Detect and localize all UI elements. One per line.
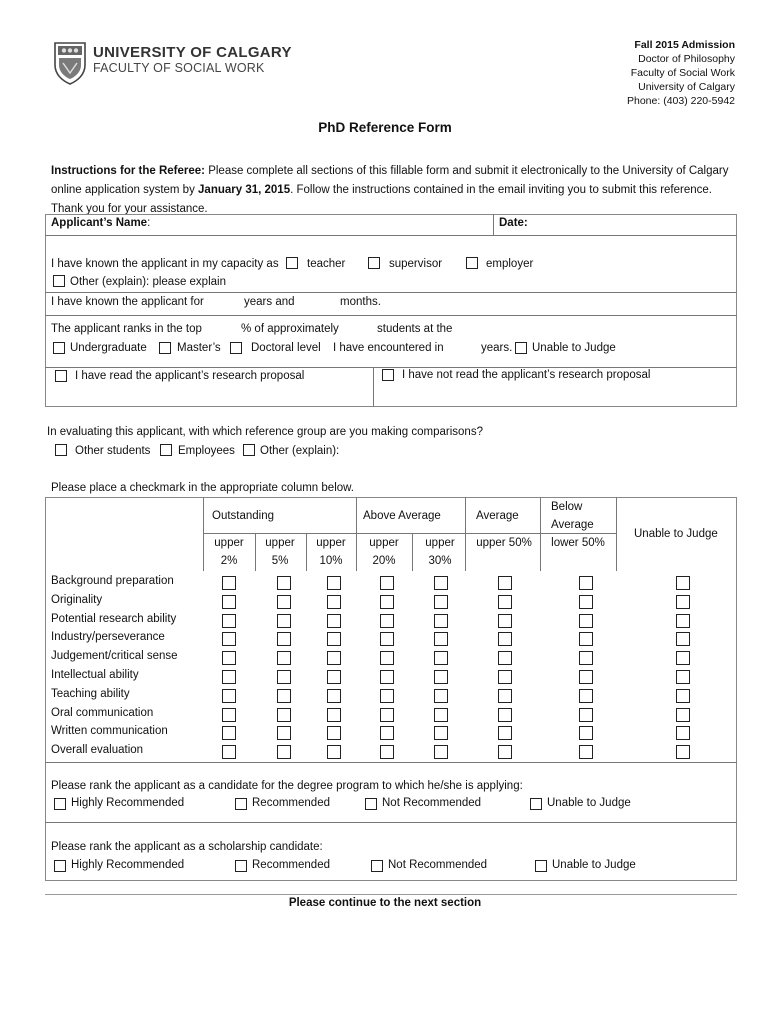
- continue-note: Please continue to the next section: [288, 897, 482, 909]
- ranks-pct: % of approximately: [241, 323, 339, 335]
- rating-checkbox[interactable]: [380, 670, 394, 684]
- rating-checkbox[interactable]: [434, 745, 448, 759]
- rating-checkbox[interactable]: [579, 632, 593, 646]
- university-name: University of Calgary: [638, 81, 735, 93]
- doctoral-label: Doctoral level: [251, 342, 321, 354]
- degree-rank-question: Please rank the applicant as a candidate for the degree program to which he/she is applying:: [51, 780, 523, 792]
- degree-rank-option-checkbox[interactable]: [54, 798, 66, 810]
- masters-label: Master’s: [177, 342, 221, 354]
- rating-checkbox[interactable]: [277, 632, 291, 646]
- admission-term: Fall 2015 Admission: [634, 39, 735, 51]
- not-read-proposal-checkbox[interactable]: [382, 369, 394, 381]
- other-students-label: Other students: [75, 445, 151, 457]
- rating-checkbox[interactable]: [277, 670, 291, 684]
- scholarship-rank-option-checkbox[interactable]: [371, 860, 383, 872]
- rating-checkbox[interactable]: [498, 745, 512, 759]
- rating-checkbox[interactable]: [579, 651, 593, 665]
- rating-checkbox[interactable]: [579, 745, 593, 759]
- date-label: Date:: [499, 217, 528, 229]
- rating-checkbox[interactable]: [277, 745, 291, 759]
- rating-checkbox[interactable]: [434, 670, 448, 684]
- rating-checkbox[interactable]: [434, 726, 448, 740]
- rating-row-label: Teaching ability: [51, 687, 130, 700]
- rating-checkbox[interactable]: [434, 689, 448, 703]
- subheader-top-0: upper: [214, 537, 244, 549]
- other-capacity-checkbox[interactable]: [53, 275, 65, 287]
- supervisor-label: supervisor: [389, 258, 443, 270]
- ranks-unable-checkbox[interactable]: [515, 342, 527, 354]
- rating-checkbox[interactable]: [327, 689, 341, 703]
- rating-checkbox[interactable]: [222, 689, 236, 703]
- header-below-average-1: Below: [551, 501, 583, 513]
- subheader-bottom-0: 2%: [220, 555, 238, 567]
- known-for-label: I have known the applicant for: [51, 296, 204, 308]
- university-logo: [53, 41, 293, 87]
- rating-checkbox[interactable]: [380, 651, 394, 665]
- other-group-checkbox[interactable]: [243, 444, 255, 456]
- subheader-top-4: upper: [425, 537, 455, 549]
- doctoral-checkbox[interactable]: [230, 342, 242, 354]
- rating-checkbox[interactable]: [579, 689, 593, 703]
- rating-checkbox[interactable]: [498, 632, 512, 646]
- rating-row-label: Potential research ability: [51, 612, 177, 625]
- rating-checkbox[interactable]: [676, 745, 690, 759]
- rating-checkbox[interactable]: [327, 708, 341, 722]
- scholarship-rank-option-label: Recommended: [252, 859, 330, 871]
- teacher-label: teacher: [307, 258, 346, 270]
- crest-icon: [53, 41, 87, 85]
- not-read-proposal-label: I have not read the applicant’s research proposal: [402, 369, 651, 381]
- rating-checkbox[interactable]: [498, 651, 512, 665]
- scholarship-rank-option-label: Unable to Judge: [552, 859, 636, 871]
- rating-checkbox[interactable]: [434, 651, 448, 665]
- rating-checkbox[interactable]: [380, 708, 394, 722]
- rating-checkbox[interactable]: [222, 708, 236, 722]
- subheader-bottom-4: 30%: [428, 555, 452, 567]
- instructions-text-2: . Follow the instructions contained in the email inviting you to submit this reference. Thank you for your assistance.: [51, 184, 712, 215]
- rating-checkbox[interactable]: [498, 614, 512, 628]
- rating-checkbox[interactable]: [676, 632, 690, 646]
- subheader-top-2: upper: [316, 537, 346, 549]
- rating-checkbox[interactable]: [434, 595, 448, 609]
- undergraduate-label: Undergraduate: [70, 342, 147, 354]
- rating-row-label: Industry/perseverance: [51, 631, 165, 644]
- degree-rank-option-label: Unable to Judge: [547, 797, 631, 809]
- ranks-students: students at the: [377, 323, 453, 335]
- scholarship-rank-option-checkbox[interactable]: [235, 860, 247, 872]
- rating-checkbox[interactable]: [222, 651, 236, 665]
- ranks-unable-label: Unable to Judge: [532, 342, 616, 354]
- employees-checkbox[interactable]: [160, 444, 172, 456]
- encountered-years-label: years.: [481, 342, 513, 354]
- rating-row-label: Oral communication: [51, 706, 154, 719]
- read-proposal-checkbox[interactable]: [55, 370, 67, 382]
- degree-rank-option-label: Recommended: [252, 797, 330, 809]
- header-below-average-2: Average: [551, 519, 594, 531]
- rating-checkbox[interactable]: [277, 726, 291, 740]
- rating-row-label: Intellectual ability: [51, 669, 139, 681]
- logo-line-2: FACULTY OF SOCIAL WORK: [93, 61, 265, 75]
- subheader-top-6: lower 50%: [551, 537, 605, 549]
- rating-checkbox[interactable]: [380, 745, 394, 759]
- rating-checkbox[interactable]: [380, 726, 394, 740]
- rating-checkbox[interactable]: [676, 595, 690, 609]
- rating-checkbox[interactable]: [327, 670, 341, 684]
- subheader-top-3: upper: [369, 537, 399, 549]
- rating-checkbox[interactable]: [676, 614, 690, 628]
- rating-checkbox[interactable]: [380, 595, 394, 609]
- rating-checkbox[interactable]: [222, 670, 236, 684]
- rating-checkbox[interactable]: [327, 595, 341, 609]
- header-average: Average: [476, 510, 519, 522]
- scholarship-rank-option-checkbox[interactable]: [535, 860, 547, 872]
- rating-checkbox[interactable]: [277, 708, 291, 722]
- employer-label: employer: [486, 258, 534, 270]
- rating-checkbox[interactable]: [579, 595, 593, 609]
- logo-line-1: UNIVERSITY OF CALGARY: [93, 44, 292, 61]
- teacher-checkbox[interactable]: [286, 257, 298, 269]
- rating-row-label: Background preparation: [51, 575, 174, 587]
- rating-checkbox[interactable]: [498, 595, 512, 609]
- rating-checkbox[interactable]: [434, 632, 448, 646]
- rating-checkbox[interactable]: [676, 726, 690, 740]
- undergraduate-checkbox[interactable]: [53, 342, 65, 354]
- rating-checkbox[interactable]: [676, 689, 690, 703]
- header-above-average: Above Average: [363, 510, 441, 522]
- rating-checkbox[interactable]: [498, 670, 512, 684]
- comparison-question: In evaluating this applicant, with which reference group are you making comparisons?: [47, 426, 483, 438]
- other-students-checkbox[interactable]: [55, 444, 67, 456]
- applicant-name-label: Applicant’s Name:: [51, 217, 151, 229]
- header-unable: Unable to Judge: [634, 528, 718, 540]
- program-name: Doctor of Philosophy: [638, 53, 735, 65]
- header-outstanding: Outstanding: [212, 510, 275, 522]
- employees-label: Employees: [178, 445, 235, 457]
- capacity-prompt: I have known the applicant in my capacity as: [51, 258, 279, 270]
- rating-checkbox[interactable]: [327, 576, 341, 590]
- months-label: months.: [340, 296, 381, 308]
- rating-checkbox[interactable]: [579, 614, 593, 628]
- faculty-name: Faculty of Social Work: [630, 67, 735, 79]
- degree-rank-option-label: Not Recommended: [382, 797, 482, 809]
- rating-checkbox[interactable]: [222, 614, 236, 628]
- rating-checkbox[interactable]: [222, 576, 236, 590]
- rating-checkbox[interactable]: [277, 595, 291, 609]
- rating-checkbox[interactable]: [327, 632, 341, 646]
- read-proposal-label: I have read the applicant’s research proposal: [75, 370, 305, 382]
- degree-rank-option-checkbox[interactable]: [235, 798, 247, 810]
- rating-checkbox[interactable]: [380, 576, 394, 590]
- table-intro: Please place a checkmark in the appropriate column below.: [51, 482, 355, 494]
- rating-checkbox[interactable]: [380, 614, 394, 628]
- subheader-bottom-2: 10%: [319, 555, 343, 567]
- subheader-bottom-3: 20%: [372, 555, 396, 567]
- subheader-top-5: upper 50%: [476, 537, 532, 549]
- degree-rank-option-label: Highly Recommended: [71, 797, 185, 809]
- deadline: January 31, 2015: [198, 184, 291, 196]
- rating-checkbox[interactable]: [579, 726, 593, 740]
- years-label: years and: [244, 296, 295, 308]
- rating-checkbox[interactable]: [277, 689, 291, 703]
- rating-row-label: Written communication: [51, 725, 168, 738]
- rating-checkbox[interactable]: [277, 614, 291, 628]
- degree-rank-option-checkbox[interactable]: [530, 798, 542, 810]
- rating-row-label: Judgement/critical sense: [51, 650, 178, 663]
- phone-number: Phone: (403) 220-5942: [627, 95, 735, 107]
- rating-checkbox[interactable]: [498, 576, 512, 590]
- rating-checkbox[interactable]: [434, 576, 448, 590]
- rating-checkbox[interactable]: [579, 708, 593, 722]
- employer-checkbox[interactable]: [466, 257, 478, 269]
- supervisor-checkbox[interactable]: [368, 257, 380, 269]
- rating-checkbox[interactable]: [579, 670, 593, 684]
- rating-checkbox[interactable]: [676, 670, 690, 684]
- scholarship-rank-option-label: Not Recommended: [388, 859, 488, 871]
- rating-checkbox[interactable]: [277, 651, 291, 665]
- scholarship-rank-question: Please rank the applicant as a scholarship candidate:: [51, 841, 323, 853]
- subheader-bottom-1: 5%: [271, 555, 289, 567]
- degree-rank-option-checkbox[interactable]: [365, 798, 377, 810]
- rating-checkbox[interactable]: [222, 726, 236, 740]
- rating-checkbox[interactable]: [676, 708, 690, 722]
- rating-checkbox[interactable]: [380, 632, 394, 646]
- instructions: [51, 162, 739, 219]
- other-group-label: Other (explain):: [260, 445, 340, 457]
- rating-checkbox[interactable]: [676, 576, 690, 590]
- rating-checkbox[interactable]: [222, 632, 236, 646]
- rating-row-label: Overall evaluation: [51, 744, 144, 757]
- rating-checkbox[interactable]: [380, 689, 394, 703]
- scholarship-rank-option-label: Highly Recommended: [71, 859, 185, 871]
- rating-checkbox[interactable]: [498, 689, 512, 703]
- rating-checkbox[interactable]: [579, 576, 593, 590]
- header-contact-block: [627, 38, 735, 108]
- masters-checkbox[interactable]: [159, 342, 171, 354]
- rating-checkbox[interactable]: [498, 726, 512, 740]
- rating-checkbox[interactable]: [327, 726, 341, 740]
- rating-row-label: Originality: [51, 593, 103, 606]
- rating-checkbox[interactable]: [222, 745, 236, 759]
- rating-checkbox[interactable]: [498, 708, 512, 722]
- rating-checkbox[interactable]: [327, 651, 341, 665]
- instructions-lead: Instructions for the Referee:: [51, 165, 205, 177]
- subheader-top-1: upper: [265, 537, 295, 549]
- rating-checkbox[interactable]: [277, 576, 291, 590]
- page-title: PhD Reference Form: [318, 120, 452, 135]
- scholarship-rank-option-checkbox[interactable]: [54, 860, 66, 872]
- rating-checkbox[interactable]: [434, 614, 448, 628]
- rating-checkbox[interactable]: [676, 651, 690, 665]
- rating-checkbox[interactable]: [327, 614, 341, 628]
- rating-checkbox[interactable]: [222, 595, 236, 609]
- ranks-prefix: The applicant ranks in the top: [51, 323, 202, 335]
- rating-checkbox[interactable]: [327, 745, 341, 759]
- encountered-label: I have encountered in: [333, 342, 444, 354]
- rating-checkbox[interactable]: [434, 708, 448, 722]
- instructions-text-1: Please complete all sections of this fillable form and submit it electronically to the University of Calgary online application system by: [51, 165, 729, 196]
- other-capacity-label[interactable]: Other (explain): please explain: [70, 276, 226, 288]
